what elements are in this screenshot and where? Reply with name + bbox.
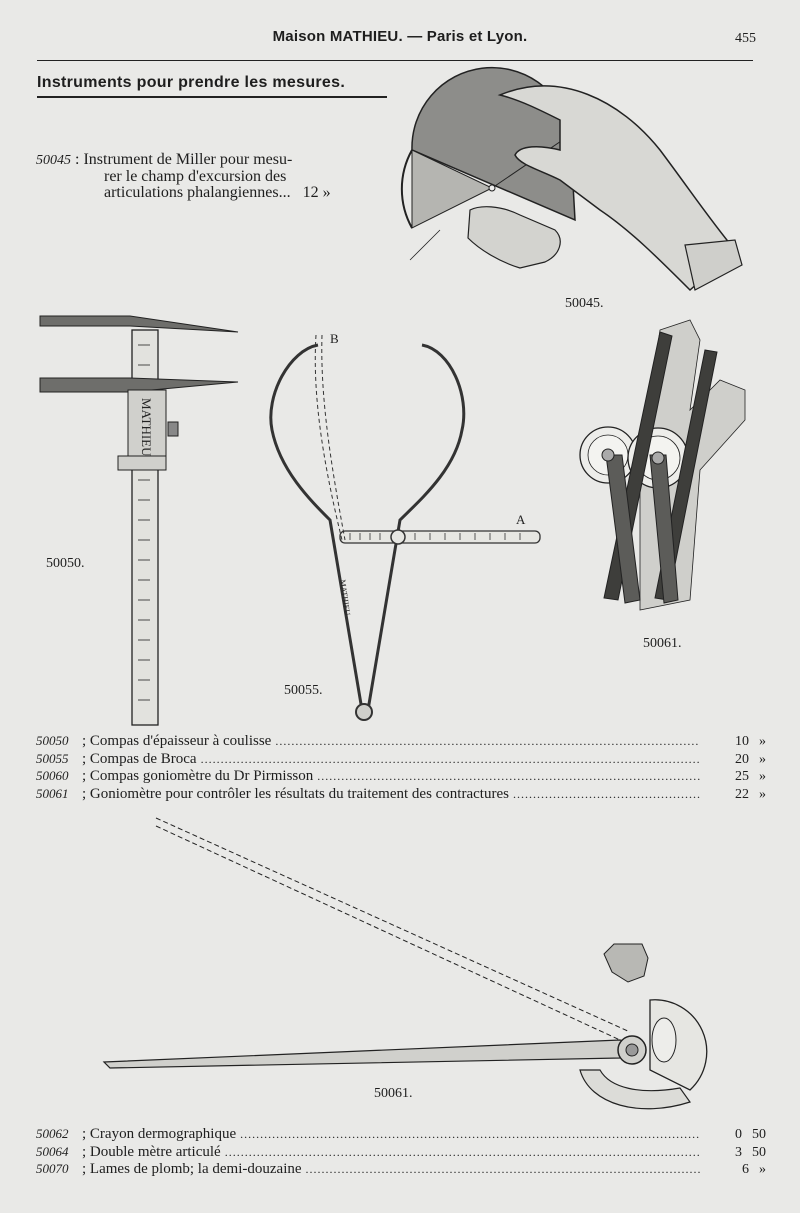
code-separator: : xyxy=(75,151,80,168)
price-amount: 0 xyxy=(735,1127,742,1142)
leader-dots xyxy=(513,786,700,803)
item-code: 50055 xyxy=(36,750,69,766)
compass-brand-label: MATHIEU xyxy=(338,579,352,616)
description-line-2: rer le champ d'excursion des xyxy=(104,168,287,185)
item-price: 12 » xyxy=(302,184,331,201)
leader-dots xyxy=(201,751,700,768)
section-title: Instruments pour prendre les mesures. xyxy=(37,74,346,91)
price-list-1 xyxy=(36,733,766,803)
broca-compass-illustration xyxy=(271,331,540,720)
item-description: ; Compas goniomètre du Dr Pirmisson xyxy=(82,768,314,784)
item-description: ; Lames de plomb; la demi-douzaine xyxy=(82,1161,302,1177)
leader-dots xyxy=(225,1144,700,1161)
item-description: ; Crayon dermographique xyxy=(82,1126,237,1142)
item-description: ; Compas d'épaisseur à coulisse xyxy=(82,733,272,749)
item-code: 50062 xyxy=(36,1126,69,1141)
item-code: 50060 xyxy=(36,768,69,783)
item-price xyxy=(704,734,766,750)
price-list-row xyxy=(36,1161,766,1179)
long-goniometer-illustration xyxy=(104,818,707,1109)
price-unit: » xyxy=(759,769,766,784)
sliding-caliper-illustration xyxy=(40,316,238,725)
price-list-row xyxy=(36,786,766,804)
price-unit: » xyxy=(759,1162,766,1177)
description-line-1: Instrument de Miller pour mesu- xyxy=(83,151,293,168)
price-amount: 10 xyxy=(735,734,749,749)
item-description: ; Compas de Broca xyxy=(82,750,197,767)
price-list-row xyxy=(36,768,766,786)
item-price xyxy=(704,769,766,785)
price-list-2 xyxy=(36,1126,766,1179)
price-amount: 20 xyxy=(735,751,749,767)
price-amount: 6 xyxy=(742,1162,749,1177)
figure-caption-50061-top: 50061. xyxy=(643,636,682,651)
item-code: 50050 xyxy=(36,733,69,748)
price-unit: » xyxy=(759,786,766,802)
figure-caption-50061-bottom: 50061. xyxy=(374,1086,413,1101)
item-description: ; Goniomètre pour contrôler les résultats du traitement des contractures xyxy=(82,785,509,802)
page-header-title: Maison MATHIEU. — Paris et Lyon. xyxy=(272,28,528,45)
item-code: 50070 xyxy=(36,1161,69,1176)
caliper-brand-label: MATHIEU xyxy=(139,398,154,457)
price-amount: 3 xyxy=(735,1144,742,1160)
item-price xyxy=(704,1127,766,1143)
price-list-row xyxy=(36,751,766,769)
description-line-3: articulations phalangiennes... xyxy=(104,184,291,201)
price-unit: 50 xyxy=(752,1127,766,1142)
price-list-row xyxy=(36,733,766,751)
item-description: ; Double mètre articulé xyxy=(82,1143,221,1160)
leader-dots xyxy=(275,733,700,750)
figure-caption-50045: 50045. xyxy=(565,296,604,311)
item-code: 50064 xyxy=(36,1143,69,1159)
item-code: 50045 xyxy=(36,153,71,168)
page-number: 455 xyxy=(735,31,756,46)
figure-caption-50050: 50050. xyxy=(46,556,85,571)
leader-dots xyxy=(306,1161,700,1178)
joint-goniometer-illustration xyxy=(580,320,745,610)
price-unit: » xyxy=(759,751,766,767)
item-price xyxy=(704,1162,766,1178)
item-price xyxy=(704,1145,766,1161)
price-list-row xyxy=(36,1126,766,1144)
price-unit: 50 xyxy=(752,1144,766,1160)
price-unit: » xyxy=(759,734,766,749)
item-price xyxy=(704,752,766,768)
price-amount: 25 xyxy=(735,769,749,784)
item-price xyxy=(704,787,766,803)
price-amount: 22 xyxy=(735,786,749,802)
figure-caption-50055: 50055. xyxy=(284,683,323,698)
leader-dots xyxy=(317,768,700,785)
item-code: 50061 xyxy=(36,785,69,801)
price-list-row xyxy=(36,1144,766,1162)
leader-dots xyxy=(240,1126,700,1143)
miller-instrument-illustration xyxy=(402,68,742,290)
label-b: B xyxy=(330,331,339,346)
label-a: A xyxy=(516,512,526,527)
